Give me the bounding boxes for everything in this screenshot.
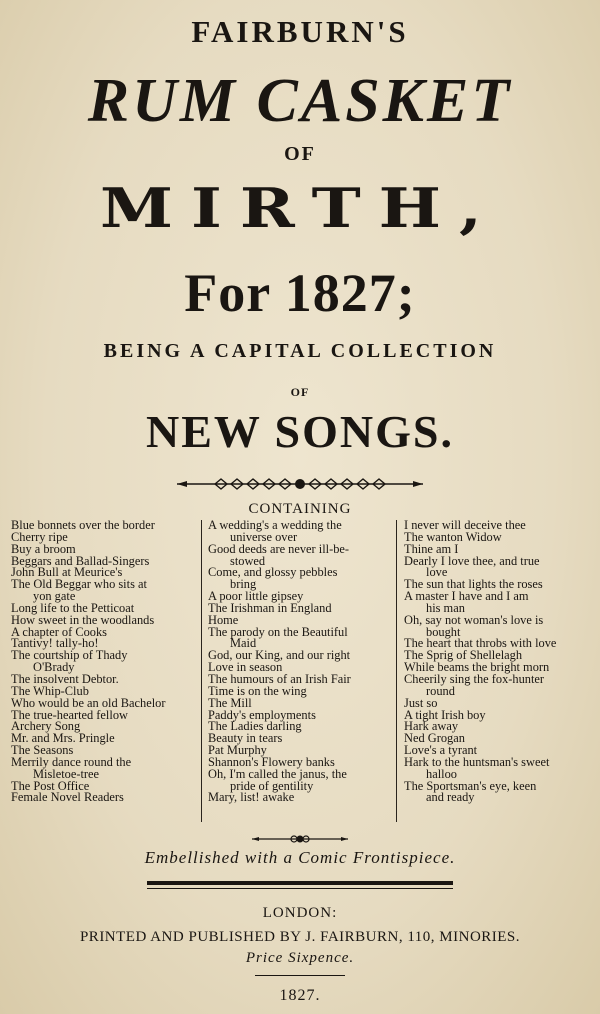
song-entry: John Bull at Meurice's [11, 565, 123, 580]
contents-heading: CONTAINING [248, 501, 352, 517]
song-entry: The Mill [208, 695, 252, 710]
song-entry: Female Novel Readers [11, 790, 124, 805]
song-entry: Merrily dance round the [11, 754, 132, 769]
song-entry: The wanton Widow [404, 529, 502, 544]
song-entry: Thine am I [404, 541, 459, 556]
song-entry: Pat Murphy [208, 743, 267, 758]
song-entry: Hark away [404, 719, 459, 734]
song-entry: How sweet in the woodlands [11, 612, 155, 627]
song-entry: Blue bonnets over the border [11, 518, 155, 532]
song-entry: A poor little gipsey [208, 589, 304, 604]
song-entry: The Old Beggar who sits at [11, 577, 147, 592]
song-entry: Mr. and Mrs. Pringle [11, 731, 115, 746]
song-entry: Beauty in tears [208, 731, 283, 746]
publisher-name: FAIRBURN'S [191, 14, 409, 49]
song-entry: I never will deceive thee [404, 518, 526, 532]
song-entry: Who would be an old Bachelor [11, 695, 166, 710]
song-entry: Oh, say not woman's love is [404, 612, 544, 627]
song-entry: Tantivy! tally-ho! [11, 636, 99, 651]
song-entry: universe over [230, 529, 298, 544]
column-divider [201, 520, 202, 822]
song-entry: halloo [426, 766, 457, 781]
song-entry: Time is on the wing [208, 683, 307, 698]
imprint-year: 1827. [279, 987, 321, 1004]
song-entry: yon gate [33, 589, 76, 604]
contents-column-1 [11, 520, 194, 804]
song-entry: God, our King, and our right [208, 648, 351, 663]
song-entry: Hark to the huntsman's sweet [404, 754, 550, 769]
thick-rule [147, 881, 453, 885]
contents-column-3 [404, 520, 581, 804]
song-entry: Archery Song [11, 719, 81, 734]
contents-column-2 [208, 520, 388, 804]
song-entry: The Ladies darling [208, 719, 302, 734]
song-entry: The true-hearted fellow [11, 707, 128, 722]
imprint-printer: PRINTED AND PUBLISHED BY J. FAIRBURN, 110, MINORIES. [79, 929, 521, 945]
song-entry: Long life to the Petticoat [11, 600, 135, 615]
column-divider [396, 520, 397, 822]
song-entry: The sun that lights the roses [404, 577, 543, 592]
song-entry: The Post Office [11, 778, 90, 793]
of-word-small: OF [290, 385, 310, 399]
song-entry: The Sportsman's eye, keen [404, 778, 537, 793]
of-word: OF [284, 143, 316, 165]
mirth-title: MIRTH, [99, 176, 501, 240]
ornament-divider-icon [175, 474, 425, 494]
song-entry: love [426, 565, 448, 580]
imprint-price: Price Sixpence. [245, 950, 355, 966]
short-rule [255, 975, 345, 976]
song-entry: Mary, list! awake [208, 790, 295, 805]
song-entry: Cherry ripe [11, 529, 68, 544]
song-entry: Home [208, 612, 239, 627]
small-ornament-icon [250, 832, 350, 846]
song-entry: bring [230, 577, 257, 592]
song-entry: Misletoe-tree [33, 766, 100, 781]
song-entry: and ready [426, 790, 475, 805]
song-entry: While beams the bright morn [404, 660, 550, 675]
song-entry: A tight Irish boy [404, 707, 486, 722]
song-entry: his man [426, 600, 465, 615]
song-entry: Dearly I love thee, and true [404, 553, 540, 568]
song-entry: The humours of an Irish Fair [208, 671, 351, 686]
imprint-city: LONDON: [262, 905, 338, 921]
song-entry: Buy a broom [11, 541, 76, 556]
song-entry: Love in season [208, 660, 283, 675]
song-entry: The Seasons [11, 743, 74, 758]
song-entry: Ned Grogan [404, 731, 465, 746]
year-line: For 1827; [184, 263, 416, 323]
song-entry: Paddy's employments [208, 707, 316, 722]
song-entry: The Irishman in England [208, 600, 332, 615]
song-entry: Love's a tyrant [404, 743, 478, 758]
song-entry: A wedding's a wedding the [208, 518, 342, 532]
song-entry: Cheerily sing the fox-hunter [404, 671, 545, 686]
song-entry: Just so [404, 695, 438, 710]
song-entry: The heart that throbs with love [404, 636, 557, 651]
main-title: RUM CASKET [87, 67, 513, 135]
song-entry: The courtship of Thady [11, 648, 128, 663]
song-entry: Come, and glossy pebbles [208, 565, 338, 580]
song-entry: The Whip-Club [11, 683, 89, 698]
song-entry: stowed [230, 553, 266, 568]
new-songs-title: NEW SONGS. [145, 406, 455, 457]
song-entry: Oh, I'm called the janus, the [208, 766, 347, 781]
song-entry: A master I have and I am [404, 589, 529, 604]
song-entry: round [426, 683, 455, 698]
song-entry: bought [426, 624, 461, 639]
song-entry: The parody on the Beautiful [208, 624, 348, 639]
embellished-note: Embellished with a Comic Frontispiece. [144, 848, 456, 867]
thin-rule [147, 888, 453, 889]
song-entry: A chapter of Cooks [11, 624, 108, 639]
song-entry: Maid [230, 636, 257, 651]
subtitle: BEING A CAPITAL COLLECTION [103, 340, 497, 362]
song-entry: pride of gentility [230, 778, 314, 793]
song-entry: O'Brady [33, 660, 75, 675]
song-entry: Shannon's Flowery banks [208, 754, 335, 769]
song-entry: Beggars and Ballad-Singers [11, 553, 150, 568]
song-entry: The Sprig of Shellelagh [404, 648, 523, 663]
song-entry: The insolvent Debtor. [11, 671, 119, 686]
song-entry: Good deeds are never ill-be- [208, 541, 350, 556]
